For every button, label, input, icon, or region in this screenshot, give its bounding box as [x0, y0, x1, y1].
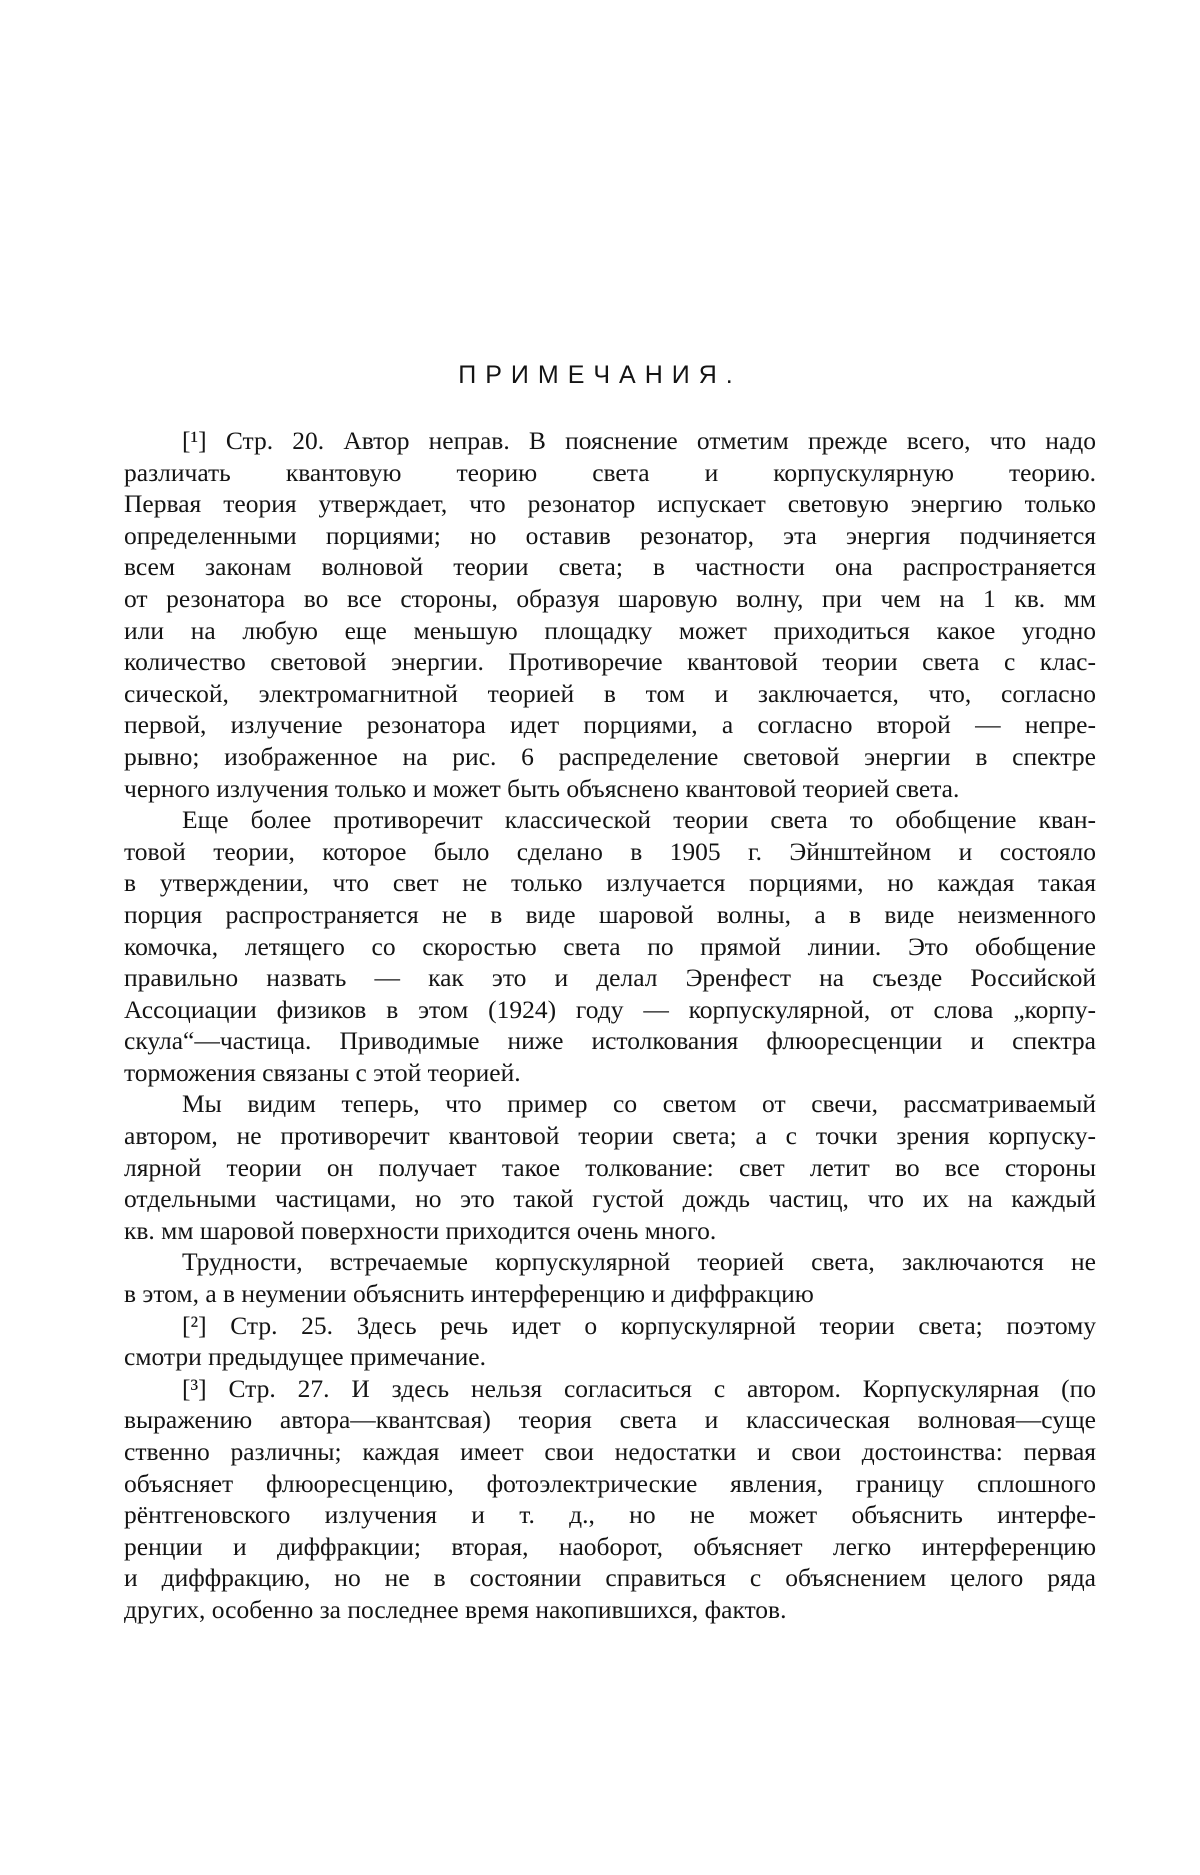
note-line: различать квантовую теорию света и корпускулярную теорию. — [124, 457, 1096, 487]
note-paragraph — [124, 1310, 1096, 1373]
note-line: автором, не противоречит квантовой теории света; а с точки зрения корпуску- — [124, 1121, 1096, 1151]
note-line: [²] Стр. 25. Здесь речь идет о корпускулярной теории света; поэтому — [182, 1310, 1096, 1340]
note-line: [¹] Стр. 20. Автор неправ. В пояснение отметим прежде всего, что надо — [182, 426, 1096, 455]
note-line: правильно назвать — как это и делал Эренфест на съезде Российской — [124, 963, 1096, 993]
page-title: ПРИМЕЧАНИЯ. — [458, 361, 742, 389]
note-line: других, особенно за последнее время накопившихся, фактов. — [124, 1594, 787, 1624]
note-line: объясняет флюоресценцию, фотоэлектрические явления, границу сплошного — [124, 1468, 1096, 1498]
notes-body — [124, 425, 1096, 1626]
note-line: комочка, летящего со скоростью света по прямой линии. Это обобщение — [124, 931, 1096, 961]
note-line: от резонатора во все стороны, образуя шаровую волну, при чем на 1 кв. мм — [124, 583, 1096, 613]
note-line: всем законам волновой теории света; в частности она распространяется — [124, 552, 1096, 582]
note-line: или на любую еще меньшую площадку может приходиться какое угодно — [124, 615, 1096, 645]
note-line: количество световой энергии. Противоречие квантовой теории света с клас- — [124, 647, 1096, 677]
note-paragraph — [124, 804, 1096, 1088]
note-line: рёнтгеновского излучения и т. д., но не может объяснить интерфе- — [124, 1500, 1096, 1530]
note-line: лярной теории он получает такое толкование: свет летит во все стороны — [124, 1152, 1096, 1182]
note-line: черного излучения только и может быть объяснено квантовой теорией света. — [124, 773, 960, 803]
note-line: скула“—частица. Приводимые ниже истолкования флюоресценции и спектра — [124, 1026, 1096, 1056]
note-line: порция распространяется не в виде шаровой волны, а в виде неизменного — [124, 899, 1096, 929]
note-line: ственно различны; каждая имеет свои недостатки и свои достоинства: первая — [124, 1437, 1096, 1466]
note-line: определенными порциями; но оставив резонатор, эта энергия подчиняется — [124, 520, 1096, 550]
note-line: Еще более противоречит классической теории света то обобщение кван- — [182, 805, 1096, 835]
note-line: отдельными частицами, но это такой густой дождь частиц, что их на каждый — [124, 1184, 1096, 1214]
note-line: выражению автора—квантсвая) теория света и классическая волновая—суще — [124, 1405, 1096, 1435]
note-paragraph — [124, 1246, 1096, 1309]
note-line: в утверждении, что свет не только излучается порциями, но каждая такая — [124, 868, 1096, 898]
note-line: ренции и диффракции; вторая, наоборот, объясняет легко интерференцию — [124, 1531, 1096, 1561]
note-paragraph — [124, 1088, 1096, 1246]
note-line: сической, электромагнитной теорией в том и заключается, что, согласно — [124, 678, 1096, 708]
note-line: Трудности, встречаемые корпускулярной теорией света, заключаются не — [182, 1247, 1096, 1277]
note-line: [³] Стр. 27. И здесь нельзя согласиться с автором. Корпускулярная (по — [182, 1373, 1096, 1403]
note-line: Мы видим теперь, что пример со светом от свечи, рассматриваемый — [182, 1089, 1096, 1119]
note-line: товой теории, которое было сделано в 1905 г. Эйнштейном и состояло — [124, 836, 1096, 866]
note-line: торможения связаны с этой теорией. — [124, 1057, 521, 1087]
note-line: первой, излучение резонатора идет порциями, а согласно второй — непре- — [124, 710, 1096, 740]
note-line: в этом, а в неумении объяснить интерференцию и диффракцию — [124, 1279, 814, 1309]
note-paragraph — [124, 1373, 1096, 1626]
note-line: смотри предыдущее примечание. — [124, 1342, 486, 1372]
note-line: кв. мм шаровой поверхности приходится очень много. — [124, 1215, 717, 1245]
note-line: и диффракцию, но не в состоянии справиться с объяснением целого ряда — [124, 1563, 1096, 1593]
note-line: Первая теория утверждает, что резонатор испускает световую энергию только — [124, 489, 1096, 519]
note-line: Ассоциации физиков в этом (1924) году — корпускулярной, от слова „корпу- — [124, 994, 1096, 1024]
note-paragraph — [124, 425, 1096, 804]
note-line: рывно; изображенное на рис. 6 распределение световой энергии в спектре — [124, 741, 1096, 771]
